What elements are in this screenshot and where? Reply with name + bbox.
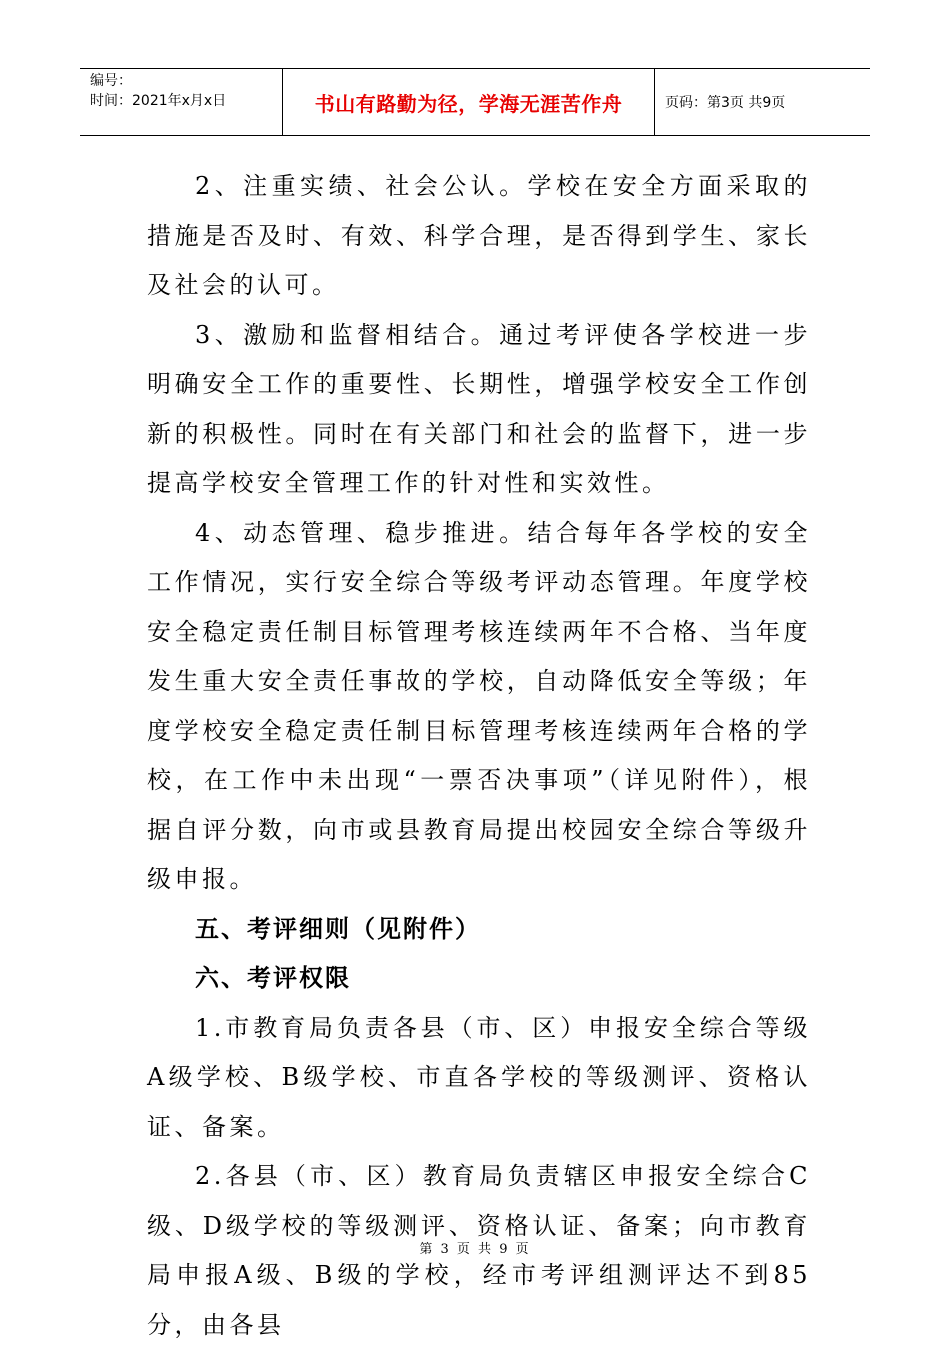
document-body [147, 162, 811, 1350]
header-meta-cell [80, 69, 283, 135]
page-footer: 第 3 页 共 9 页 [419, 1242, 531, 1257]
paragraph-point-3: 3、激励和监督相结合。通过考评使各学校进一步明确安全工作的重要性、长期性，增强学校安全工作创新的积极性。同时在有关部门和社会的监督下，进一步提高学校安全管理工作的针对性和实效性。 [147, 320, 811, 497]
paragraph-item-2: 2.各县（市、区）教育局负责辖区申报安全综合C级、D级学校的等级测评、资格认证、备案；向市教育局申报A级、B级的学校，经市考评组测评达不到85分，由各县 [147, 1162, 811, 1339]
paragraph-point-2: 2、注重实绩、社会公认。学校在安全方面采取的措施是否及时、有效、科学合理，是否得到学生、家长及社会的认可。 [147, 172, 811, 299]
header-motto: 书山有路勤为径，学海无涯苦作舟 [283, 69, 655, 135]
section-heading-6: 六、考评权限 [195, 964, 351, 992]
document-header [80, 68, 870, 136]
doc-number-label: 编号： [90, 73, 132, 89]
header-page-info: 页码：第3页 共9页 [665, 95, 786, 111]
doc-time-label: 时间：2021年x月x日 [90, 93, 227, 109]
section-heading-5: 五、考评细则（见附件） [195, 914, 481, 943]
paragraph-item-1: 1.市教育局负责各县（市、区）申报安全综合等级A级学校、B级学校、市直各学校的等级测评、资格认证、备案。 [147, 1013, 811, 1141]
paragraph-point-4: 4、动态管理、稳步推进。结合每年各学校的安全工作情况，实行安全综合等级考评动态管理。年度学校安全稳定责任制目标管理考核连续两年不合格、当年度发生重大安全责任事故的学校，自动降低安全等级；年度学校安全稳定责任制目标管理考核连续两年合格的学校，在工作中未出现“一票否决事项”（详见附件），根据自评分数，向市或县教育局提出校园安全综合等级升级申报。 [147, 518, 811, 893]
